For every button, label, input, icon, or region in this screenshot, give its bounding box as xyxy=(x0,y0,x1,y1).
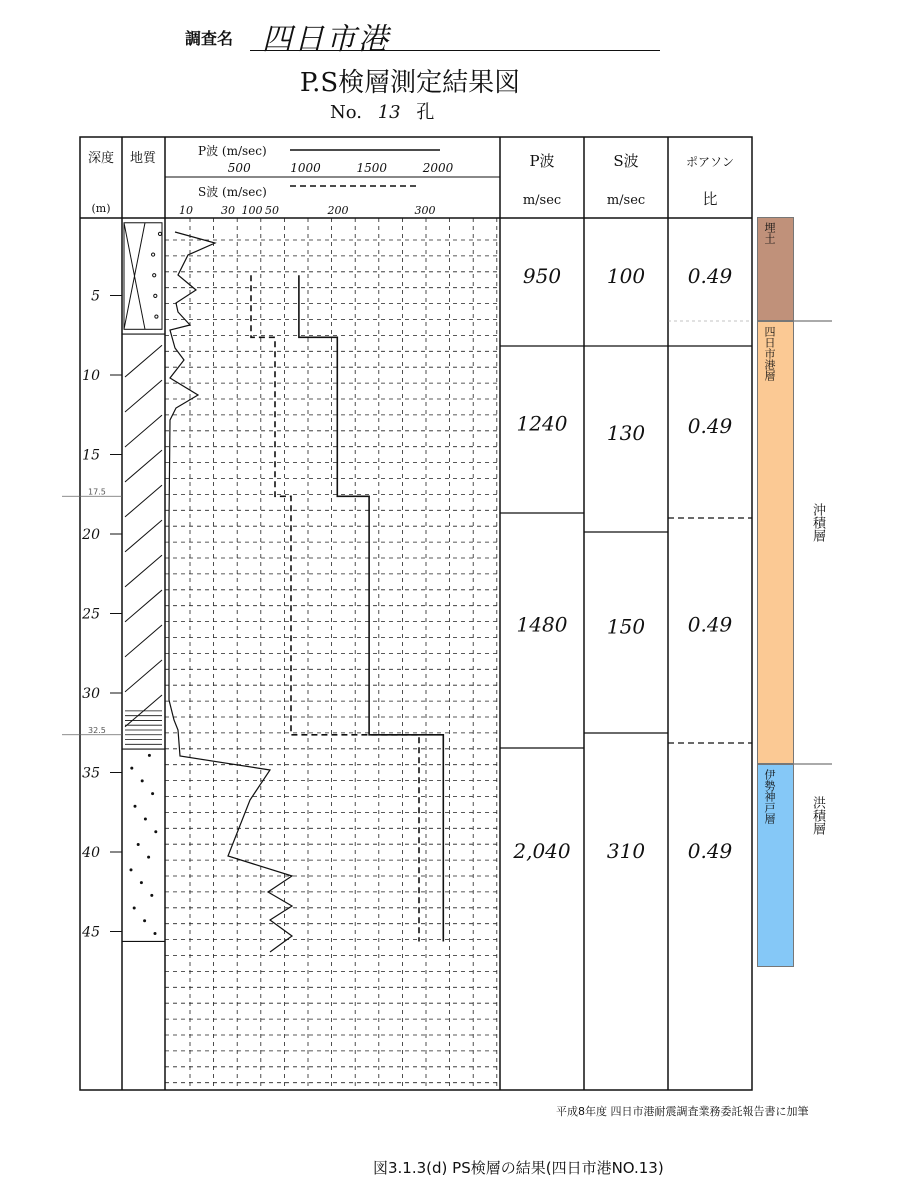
s-axis-tick-label: 100 xyxy=(241,204,263,217)
depth-tick-label: 15 xyxy=(82,447,100,464)
source-note: 平成8年度 四日市港耐震調査業務委託報告書に加筆 xyxy=(556,1105,809,1118)
band-label-yokkaichi: 四日市港層 xyxy=(763,326,776,381)
depth-header: 深度 xyxy=(87,151,115,166)
hole-suffix: 孔 xyxy=(416,102,435,123)
s-velocity-value: 310 xyxy=(606,839,646,863)
p-axis-tick-label: 500 xyxy=(227,161,251,175)
s-wave-unit: m/sec xyxy=(606,193,646,208)
chart-title: P.S検層測定結果図 xyxy=(299,68,521,98)
depth-tick-label: 35 xyxy=(82,765,100,782)
depth-tick-label: 30 xyxy=(82,686,100,702)
s-axis-tick-label: 300 xyxy=(414,204,436,217)
depth-tick-label: 10 xyxy=(82,368,100,384)
poisson-value: 0.49 xyxy=(687,612,733,637)
s-axis-tick-label: 200 xyxy=(327,204,349,217)
s-wave-header: S波 xyxy=(613,152,639,170)
s-axis-label: S波 (m/sec) xyxy=(198,185,267,199)
p-wave-header: P波 xyxy=(529,152,555,170)
p-axis-tick-label: 1000 xyxy=(290,161,321,175)
survey-name: 四日市港 xyxy=(262,22,390,57)
poisson-value: 0.49 xyxy=(687,839,733,863)
poisson-value: 0.49 xyxy=(687,414,733,438)
depth-annotation-label: 32.5 xyxy=(88,725,106,735)
s-axis-tick-label: 30 xyxy=(221,204,235,217)
hole-no-value: 13 xyxy=(377,102,401,123)
p-axis-label: P波 (m/sec) xyxy=(198,144,267,158)
depth-unit: (m) xyxy=(91,202,111,215)
hole-no-label: No. xyxy=(330,102,362,123)
survey-name-label: 調査名 xyxy=(185,29,234,48)
depth-tick-label: 40 xyxy=(82,845,100,861)
depth-tick-label: 45 xyxy=(82,924,100,941)
s-axis-tick-label: 10 xyxy=(179,204,193,217)
formation-alluvium: 沖積層 xyxy=(810,503,825,542)
s-axis-tick-label: 50 xyxy=(265,204,279,217)
poisson-value: 0.49 xyxy=(687,264,733,288)
geology-header: 地質 xyxy=(129,151,157,166)
p-axis-tick-label: 2000 xyxy=(422,161,454,175)
s-velocity-value: 100 xyxy=(606,264,646,288)
p-velocity-value: 950 xyxy=(522,264,562,288)
band-label-filled-soil: 埋土 xyxy=(763,222,776,244)
p-velocity-value: 1240 xyxy=(516,411,568,436)
s-velocity-value: 150 xyxy=(606,614,646,639)
depth-tick-label: 20 xyxy=(82,527,100,543)
depth-tick-label: 25 xyxy=(82,606,100,623)
p-axis-tick-label: 1500 xyxy=(356,161,388,175)
depth-annotation-label: 17.5 xyxy=(88,487,106,497)
poisson-header: ポアソン xyxy=(685,155,735,169)
figure-caption: 図3.1.3(d) PS検層の結果(四日市港NO.13) xyxy=(373,1159,664,1177)
p-wave-unit: m/sec xyxy=(522,193,562,208)
band-label-ise-kanbe: 伊勢神戸層 xyxy=(763,769,776,824)
poisson-ratio-header: 比 xyxy=(702,190,718,208)
p-velocity-value: 1480 xyxy=(516,612,568,637)
s-velocity-value: 130 xyxy=(606,421,646,445)
depth-tick-label: 5 xyxy=(91,288,100,305)
formation-diluvium: 洪積層 xyxy=(810,796,825,835)
p-velocity-value: 2,040 xyxy=(513,839,571,863)
